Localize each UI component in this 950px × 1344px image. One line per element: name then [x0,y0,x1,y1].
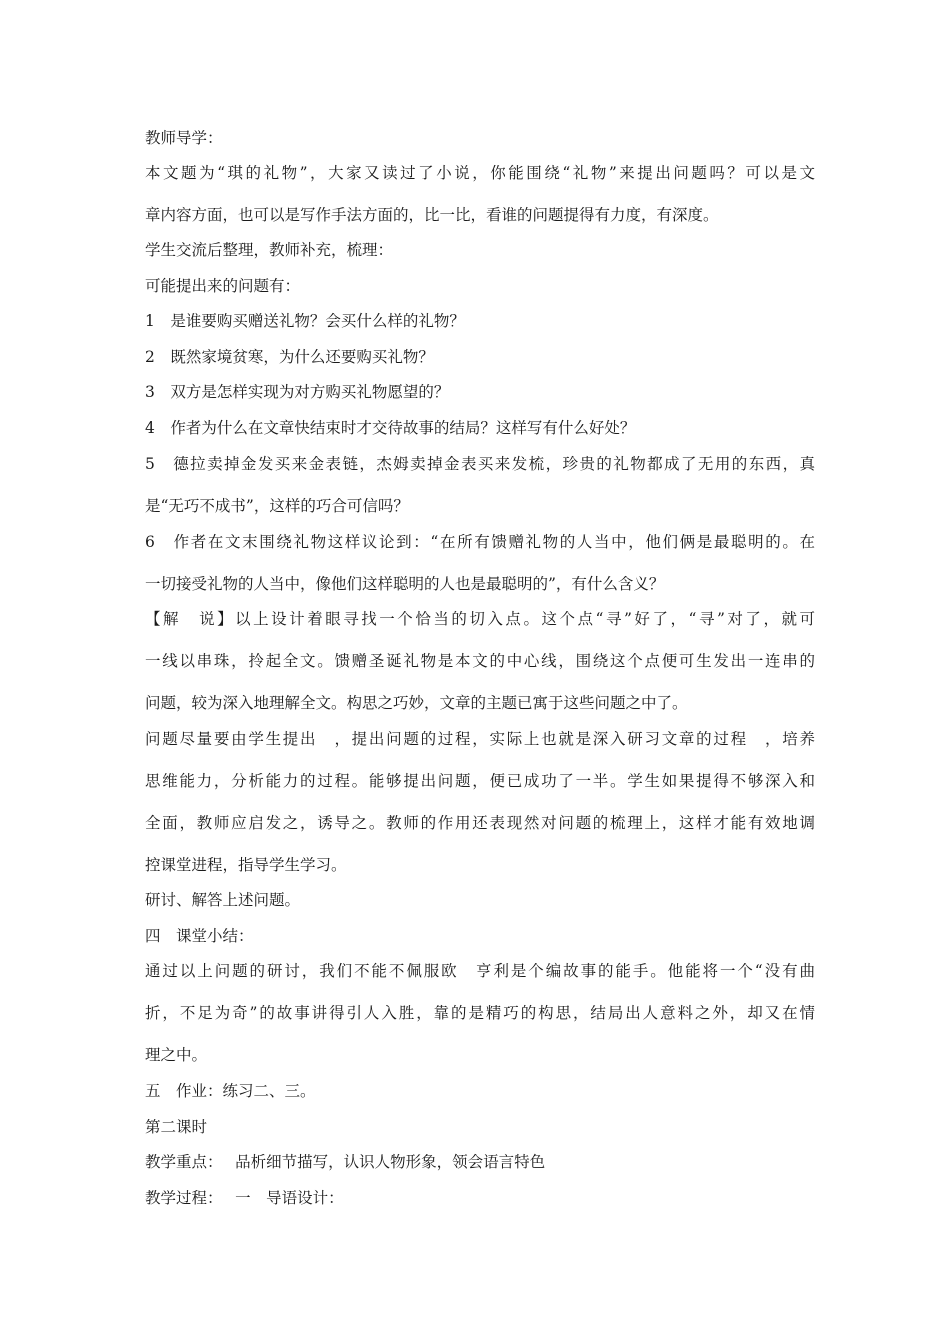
paragraph-line: 本文题为“琪的礼物”，大家又读过了小说，你能围绕“礼物”来提出问题吗？可以是文 [145,164,815,182]
paragraph-line: 学生交流后整理，教师补充，梳理： [145,241,394,259]
section-heading: 四 课堂小结： [145,927,254,945]
paragraph-line: 全面，教师应启发之，诱导之。教师的作用还表现然对问题的梳理上，这样才能有效地调 [145,814,815,832]
paragraph-line: 控课堂进程，指导学生学习。 [145,856,347,874]
paragraph-line: 理之中。 [145,1046,208,1064]
teaching-process: 教学过程： 一 导语设计： [145,1189,344,1207]
question-item-continued: 是“无巧不成书”，这样的巧合可信吗？ [145,497,409,515]
commentary-line: 一线以串珠，拎起全文。馈赠圣诞礼物是本文的中心线，围绕这个点便可生发出一连串的 [145,652,815,670]
teaching-focus: 教学重点： 品析细节描写，认识人物形象，领会语言特色 [145,1153,546,1171]
paragraph-line: 通过以上问题的研讨，我们不能不佩服欧 亨利是个编故事的能手。他能将一个“没有曲 [145,962,815,980]
commentary-line: 【解 说】以上设计着眼寻找一个恰当的切入点。这个点“寻”好了，“寻”对了，就可 [145,610,815,628]
question-item: 4 作者为什么在文章快结束时才交待故事的结局？这样写有什么好处？ [145,419,636,437]
question-item: 6 作者在文末围绕礼物这样议论到：“在所有馈赠礼物的人当中，他们俩是最聪明的。在 [145,533,815,551]
paragraph-line: 章内容方面，也可以是写作手法方面的，比一比，看谁的问题提得有力度，有深度。 [145,206,719,224]
question-item: 5 德拉卖掉金发买来金表链，杰姆卖掉金表买来发梳，珍贵的礼物都成了无用的东西，真 [145,455,815,473]
lesson-heading: 第二课时 [145,1118,208,1136]
paragraph-line: 思维能力，分析能力的过程。能够提出问题，便已成功了一半。学生如果提得不够深入和 [145,772,815,790]
paragraph-line: 可能提出来的问题有： [145,277,301,295]
question-item: 3 双方是怎样实现为对方购买礼物愿望的？ [145,383,450,401]
section-label-teacher-guide: 教师导学： [145,129,223,147]
question-item: 1 是谁要购买赠送礼物？会买什么样的礼物？ [145,312,465,330]
paragraph-line: 问题尽量要由学生提出 ，提出问题的过程，实际上也就是深入研习文章的过程 ，培养 [145,730,815,748]
commentary-line: 问题，较为深入地理解全文。构思之巧妙，文章的主题已寓于这些问题之中了。 [145,694,688,712]
paragraph-line: 折，不足为奇”的故事讲得引人入胜，靠的是精巧的构思，结局出人意料之外，却又在情 [145,1004,815,1022]
question-item-continued: 一切接受礼物的人当中，像他们这样聪明的人也是最聪明的”，有什么含义？ [145,575,665,593]
paragraph-line: 研讨、解答上述问题。 [145,891,301,909]
question-item: 2 既然家境贫寒，为什么还要购买礼物？ [145,348,434,366]
section-heading: 五 作业：练习二、三。 [145,1082,316,1100]
